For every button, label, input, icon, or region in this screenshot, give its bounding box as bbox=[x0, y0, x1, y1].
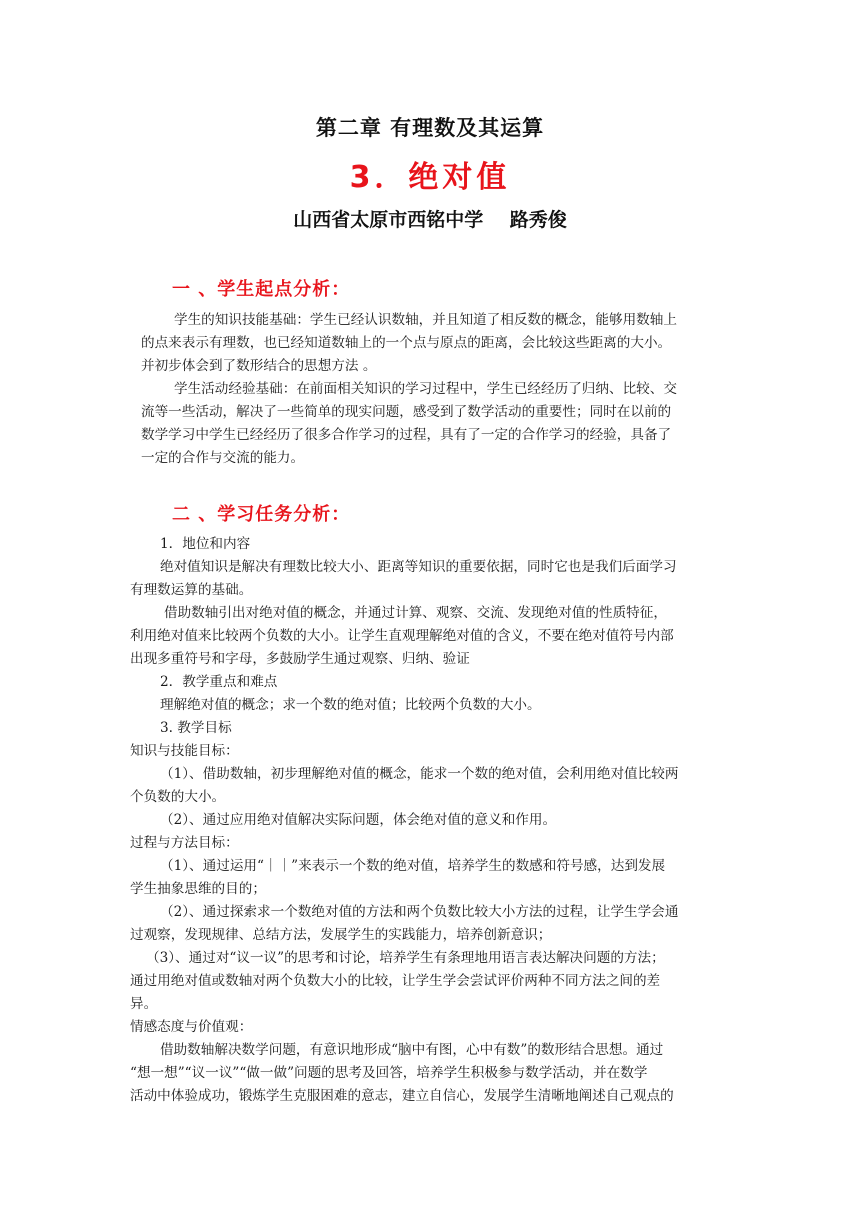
paragraph-line: 并初步体会到了数形结合的思想方法 。 bbox=[141, 358, 377, 374]
paragraph-line: 借助数轴引出对绝对值的概念，并通过计算、观察、交流、发现绝对值的性质特征， bbox=[164, 605, 667, 621]
paragraph-line: （1）、通过运用“｜｜”来表示一个数的绝对值，培养学生的数感和符号感，达到发展 bbox=[160, 858, 666, 874]
lesson-title: 3．绝对值 bbox=[349, 160, 511, 195]
paragraph-line: 过观察，发现规律、总结方法，发展学生的实践能力，培养创新意识； bbox=[130, 927, 552, 943]
paragraph-line: 活动中体验成功，锻炼学生克服困难的意志，建立自信心，发展学生清晰地阐述自己观点的 bbox=[130, 1088, 674, 1104]
paragraph-line: 知识与技能目标： bbox=[130, 743, 239, 759]
chapter-title: 第二章 有理数及其运算 bbox=[315, 116, 545, 140]
paragraph-line: 情感态度与价值观： bbox=[130, 1019, 253, 1035]
paragraph-line: 利用绝对值来比较两个负数的大小。让学生直观理解绝对值的含义，不要在绝对值符号内部 bbox=[130, 628, 674, 644]
paragraph-line: 过程与方法目标： bbox=[130, 835, 239, 851]
paragraph-line: 异。 bbox=[130, 996, 158, 1012]
paragraph-line: （2）、通过应用绝对值解决实际问题，体会绝对值的意义和作用。 bbox=[160, 812, 557, 828]
paragraph-line: 3. 教学目标 bbox=[160, 720, 232, 736]
paragraph-line: 一定的合作与交流的能力。 bbox=[141, 450, 305, 466]
paragraph-line: 数学学习中学生已经经历了很多合作学习的过程，具有了一定的合作学习的经验，具备了 bbox=[141, 427, 672, 443]
paragraph-line: 1．地位和内容 bbox=[160, 536, 251, 552]
paragraph-line: 的点来表示有理数，也已经知道数轴上的一个点与原点的距离，会比较这些距离的大小。 bbox=[141, 335, 672, 351]
paragraph-line: 通过用绝对值或数轴对两个负数大小的比较，让学生学会尝试评价两种不同方法之间的差 bbox=[130, 973, 661, 989]
paragraph-line: 流等一些活动，解决了一些简单的现实问题，感受到了数学活动的重要性；同时在以前的 bbox=[141, 404, 672, 420]
paragraph-line: 绝对值知识是解决有理数比较大小、距离等知识的重要依据，同时它也是我们后面学习 bbox=[160, 559, 677, 575]
paragraph-line: “想一想”“议一议”“做一做”问题的思考及回答，培养学生积极参与数学活动，并在数学 bbox=[130, 1065, 648, 1081]
section-heading-1: 一 、学生起点分析： bbox=[172, 279, 351, 300]
paragraph-line: 学生抽象思维的目的； bbox=[130, 881, 266, 897]
paragraph-line: （1）、借助数轴，初步理解绝对值的概念，能求一个数的绝对值，会利用绝对值比较两 bbox=[160, 766, 679, 782]
paragraph-line: 2．教学重点和难点 bbox=[160, 674, 278, 690]
paragraph-line: 理解绝对值的概念；求一个数的绝对值；比较两个负数的大小。 bbox=[160, 697, 541, 713]
paragraph-line: 学生的知识技能基础：学生已经认识数轴，并且知道了相反数的概念，能够用数轴上 bbox=[174, 312, 677, 328]
author-line: 山西省太原市西铭中学 路秀俊 bbox=[293, 209, 567, 231]
paragraph-line: 出现多重符号和字母，多鼓励学生通过观察、归纳、验证 bbox=[130, 651, 470, 667]
paragraph-line: 学生活动经验基础：在前面相关知识的学习过程中，学生已经经历了归纳、比较、交 bbox=[174, 381, 677, 397]
paragraph-line: 有理数运算的基础。 bbox=[130, 582, 253, 598]
paragraph-line: （3）、通过对“议一议”的思考和讨论，培养学生有条理地用语言表达解决问题的方法； bbox=[146, 950, 665, 966]
paragraph-line: 个负数的大小。 bbox=[130, 789, 226, 805]
paragraph-line: 借助数轴解决数学问题，有意识地形成“脑中有图，心中有数”的数形结合思想。通过 bbox=[160, 1042, 664, 1058]
section-heading-2: 二 、学习任务分析： bbox=[172, 504, 351, 525]
paragraph-line: （2）、通过探索求一个数绝对值的方法和两个负数比较大小方法的过程，让学生学会通 bbox=[160, 904, 679, 920]
